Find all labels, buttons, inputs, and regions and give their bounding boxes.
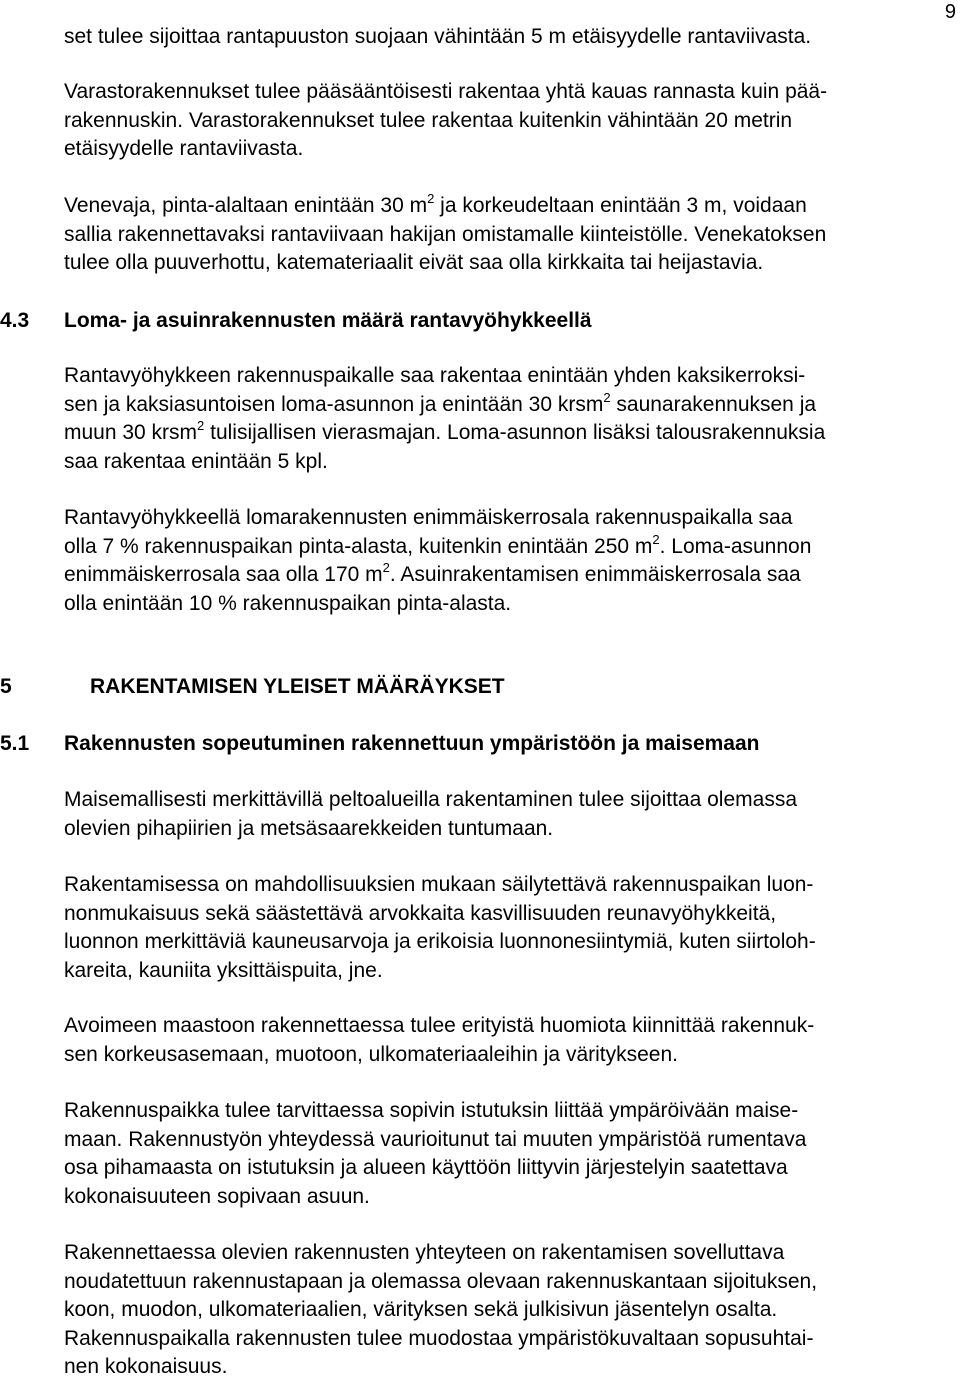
text-line: osa pihamaasta on istutuksin ja alueen käyttöön liittyvin järjestelyin saatettava (64, 1156, 788, 1179)
text-line: enimmäiskerrosala saa olla 170 $m^2$. Asuinrakentamisen enimmäiskerrosala saa (64, 560, 801, 586)
text-line: olla 7 % rakennuspaikan pinta-alasta, kuitenkin enintään 250 $m^2$. Loma-asunnon (64, 531, 812, 558)
text-line: etäisyydelle rantaviivasta. (64, 137, 304, 160)
text-line: muun 30 krsm$^2$ tulisijallisen vierasmajan. Loma-asunnon lisäksi talousrakennuksia (64, 418, 826, 444)
paragraph-nature-values (64, 871, 944, 985)
text-line: Rantavyöhykkeellä lomarakennusten enimmäiskerrosala rakennuspaikalla saa (64, 506, 793, 529)
section-heading-5 (0, 673, 505, 701)
text-line: Rakennettaessa olevien rakennusten yhteyteen on rakentamisen sovelluttava (64, 1241, 785, 1264)
text-line: luonnon merkittäviä kauneusarvoja ja erikoisia luonnonesiintymiä, kuten siirtoloh- (64, 930, 816, 953)
paragraph-open-terrain (64, 1012, 944, 1069)
text-line: olla enintään 10 % rakennuspaikan pinta-alasta. (64, 591, 512, 615)
text-line: sen ja kaksiasuntoisen loma-asunnon ja enintään 30 krsm$^2$ saunarakennuksen ja (64, 389, 817, 416)
superscript: 2 (652, 531, 660, 547)
section-heading-5-1 (0, 730, 760, 758)
section-heading-4-3 (0, 307, 592, 335)
text-line: tulee olla puuverhottu, katemateriaalit eivät saa olla kirkkaita tai heijastavia. (64, 251, 764, 274)
text-line: Varastorakennukset tulee pääsääntöisesti rakentaa yhtä kauas rannasta kuin pää- (64, 80, 828, 103)
text-line: sallia rakennettavaksi rantaviivaan hakijan omistamalle kiinteistölle. Venekatoksen (64, 222, 827, 246)
text-line: Rakennuspaikka tulee tarvittaessa sopivin istutuksin liittää ympäröivään maise- (64, 1099, 799, 1122)
superscript: 2 (197, 418, 205, 433)
text-line: kokonaisuuteen sopivaan asuun. (64, 1184, 370, 1208)
section-number: 4.3 (0, 309, 30, 332)
text-line: rakennuskin. Varastorakennukset tulee rakentaa kuitenkin vähintään 20 metrin (64, 108, 793, 132)
text-line: set tulee sijoittaa rantapuuston suojaan vähintään 5 m etäisyydelle rantaviivasta. (64, 25, 812, 48)
text-line: koon, muodon, ulkomateriaalien, värityksen sekä julkisivun jäsentelyn osalta. (64, 1298, 778, 1321)
text-line: olevien pihapiirien ja metsäsaarekkeiden tuntumaan. (64, 816, 554, 840)
text-line: nonmukaisuus sekä säästettävä arvokkaita kasvillisuuden reunavyöhykkeitä, (64, 901, 777, 925)
paragraph-shore-plot (64, 362, 944, 476)
text-line: kareita, kauniita yksittäispuita, jne. (64, 958, 383, 982)
superscript: 2 (427, 191, 435, 206)
paragraph-existing-buildings (64, 1239, 944, 1382)
section-title: Rakennusten sopeutuminen rakennettuun ympäristöön ja maisemaan (64, 732, 760, 755)
section-number: 5.1 (0, 732, 30, 755)
text-line: Avoimeen maastoon rakennettaessa tulee erityistä huomiota kiinnittää rakennuk- (64, 1014, 815, 1037)
text-line: Rantavyöhykkeen rakennuspaikalle saa rakentaa enintään yhden kaksikerroksi- (64, 364, 806, 387)
text-line: Rakentamisessa on mahdollisuuksien mukaan säilytettävä rakennuspaikan luon- (64, 873, 814, 896)
superscript: 2 (382, 560, 390, 575)
section-number: 5 (0, 675, 12, 698)
text-line: saa rakentaa enintään 5 kpl. (64, 449, 328, 473)
text-line: noudatettuun rakennustapaan ja olemassa olevaan rakennuskantaan sijoituksen, (64, 1269, 818, 1293)
text-line: maan. Rakennustyön yhteydessä vaurioitunut tai muuten ympäristöä rumentava (64, 1127, 807, 1151)
text-line: Maisemallisesti merkittävillä peltoalueilla rakentaminen tulee sijoittaa olemassa (64, 788, 798, 811)
paragraph-storage-buildings (64, 78, 944, 164)
paragraph-intro (64, 23, 944, 52)
page-number: 9 (944, 1, 956, 23)
paragraph-planting (64, 1097, 944, 1211)
text-line: Venevaja, pinta-alaltaan enintään 30 $m^2$ ja korkeudeltaan enintään 3 m, voidaan (64, 191, 807, 217)
paragraph-floor-area (64, 504, 944, 618)
paragraph-landscape (64, 786, 944, 843)
paragraph-boathouse (64, 192, 944, 278)
text-line: sen korkeusasemaan, muotoon, ulkomateriaaleihin ja väritykseen. (64, 1042, 678, 1066)
superscript: 2 (603, 389, 611, 405)
section-title: Loma- ja asuinrakennusten määrä rantavyöhykkeellä (64, 309, 592, 332)
text-line: Rakennuspaikalla rakennusten tulee muodostaa ympäristökuvaltaan sopusuhtai- (64, 1326, 814, 1350)
section-title: RAKENTAMISEN YLEISET MÄÄRÄYKSET (90, 675, 505, 698)
text-line: nen kokonaisuus. (64, 1355, 228, 1378)
